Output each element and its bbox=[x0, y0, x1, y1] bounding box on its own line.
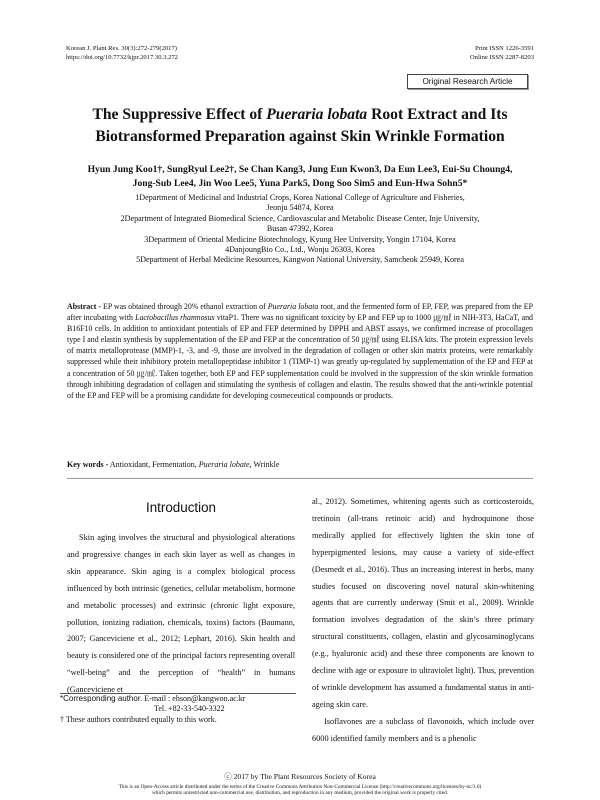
affiliation-line: 1Department of Medicinal and Industrial Crops, Korea National College of Agriculture and Fisheries, bbox=[135, 193, 465, 202]
title-species: Pueraria lobata bbox=[266, 106, 368, 123]
article-type-badge: Original Research Article bbox=[407, 74, 528, 89]
keywords-text: , Wrinkle bbox=[249, 460, 280, 469]
affiliation-line: 3Department of Oriental Medicine Biotechnology, Kyung Hee University, Yongin 17104, Korea bbox=[144, 234, 456, 244]
keywords-text: Antioxidant, Fermentation, bbox=[108, 460, 199, 469]
author-list bbox=[45, 163, 555, 190]
doi-link[interactable]: https://doi.org/10.7732/kjpr.2017.30.3.272 bbox=[66, 53, 178, 61]
affiliation-line: 5Department of Herbal Medicine Resources, Kangwon National University, Samcheok 25949, Korea bbox=[136, 255, 464, 265]
keywords bbox=[67, 459, 533, 470]
corresponding-email: E-mail : ehson@kangwon.ac.kr bbox=[142, 694, 246, 703]
abstract-text: EP was obtained through 20% ethanol extraction of bbox=[101, 302, 268, 311]
intro-paragraph: Skin aging involves the structural and physiological alterations and progressive changes in each skin layer as well as changes in skin appearance. Skin aging is a complex biological process influenced by both intrinsic (genetics, cellular metabolism, hormone and metabolic processes) and extrinsic (chronic light exposure, pollution, ionizing radiation, chemicals, toxins) factors (Baumann, 2007; Ganceviciene et al., 2012; Lephart, 2016). Skin health and beauty is considered one of the principal factors representing overall “well-being” and the perception of “health” in humans (Ganceviciene et bbox=[67, 533, 295, 695]
title-part: The Suppressive Effect of bbox=[92, 106, 267, 123]
intro-left-column bbox=[67, 530, 295, 699]
keywords-species: Pueraria lobate bbox=[198, 460, 250, 469]
abstract-label: Abstract - bbox=[67, 302, 101, 311]
intro-paragraph: al., 2012). Sometimes, whitening agents such as corticosteroids, tretinoin (all-trans retinoic acid) and hydroquinone those medically applied for effectively lighten the skin tone of hyperpigmented lesions, may cause a variety of side-effect (Desmedt et al., 2016). Thus an increasing interest in herbs, many studies focused on discovering novel natural skin-whitening agents that are currently underway (Smit et al., 2009). Wrinkle formation involves degradation of the skin’s three primary structural constituents, collagen, elastin and glycosaminoglycans (e.g., hyaluronic acid) and these three components are known to decline with age or exposure to ultraviolet light). Thus, prevention of wrinkle development has assumed a fundamental status in anti-ageing skin care. bbox=[312, 497, 534, 709]
affiliation-line: Busan 47392, Korea bbox=[266, 224, 334, 234]
authors-line-2: Jong-Sub Lee4, Jin Woo Lee5, Yuna Park5, Dong Soo Sim5 and Eun-Hwa Sohn5* bbox=[132, 177, 468, 189]
abstract-text: root, and the fermented form of EP, FEP, was prepared from the EP after incubating with bbox=[67, 302, 533, 323]
intro-right-column bbox=[312, 494, 534, 748]
abstract-text: vitaP1. There was no significant toxicity by EP and FEP up to 1000 ㎍/㎖ in NIH-3T3, HaCaT, and B16F10 cells. In addition to antioxidant potentials of EP and FEP determined by DPPH and ABST assays, we confirmed increase of procollagen type I and elastin synthesis by supplementation of the EP and FEP at the concentration of 50 ㎍/㎖ using ELISA kits. The protein expression levels of matrix metalloprotease (MMP)-1, -3, and -9, those are involved in the degradation of collagen or other skin matrix proteins, were remarkably suppressed while their inhibitory protein metallopeptidase inhibitor 1 (TIMP-1) was greatly up-regulated by supplementation of the EP and FEP at a concentration of 50 ㎍/㎖. Taken together, both EP and FEP supplementation could be involved in the suppression of the skin wrinkle formation through inhibiting degradation of collagen and stimulating the synthesis of collagen and elastin. The results showed that the anti-wrinkle potential of the EP and FEP will be a promising candidate for developing cosmeceutical compounds or products. bbox=[67, 313, 533, 400]
authors-line-1: Hyun Jung Koo1†, SungRyul Lee2†, Se Chan Kang3, Jung Eun Kwon3, Da Eun Lee3, Eui-Su Choung4, bbox=[87, 164, 513, 175]
affiliation-line: Jeonju 54874, Korea bbox=[266, 203, 334, 213]
introduction-heading: Introduction bbox=[146, 500, 216, 515]
footnote bbox=[60, 694, 300, 725]
keywords-label: Key words - bbox=[67, 460, 109, 469]
license-line: which permits unrestricted non-commercial use, distribution, and reproduction in any medium, provided the original work is properly cited. bbox=[151, 790, 449, 797]
abstract bbox=[67, 301, 533, 401]
corresponding-author-label: *Corresponding author. bbox=[60, 694, 143, 703]
print-issn: Print ISSN 1226-3591 bbox=[475, 45, 534, 52]
title-line-2: Biotransformed Preparation against Skin Wrinkle Formation bbox=[95, 128, 505, 145]
license-line: This is an Open-Access article distributed under the terms of the Creative Commons Attribution Non-Commercial License (http://creativecommons.org/licenses/by-nc/3.0) bbox=[118, 784, 482, 790]
copyright: ⓒ 2017 by The Plant Resources Society of Korea bbox=[224, 772, 376, 781]
affiliations bbox=[50, 193, 550, 266]
section-divider bbox=[67, 478, 533, 479]
abstract-species: Lactobacillus rhamnosus bbox=[135, 313, 215, 323]
abstract-species: Pueraria lobata bbox=[267, 302, 319, 311]
corresponding-phone: Tel. +82-33-540-3322 bbox=[154, 704, 225, 714]
article-title bbox=[50, 104, 550, 148]
intro-paragraph: Isoflavones are a subclass of flavonoids, which include over 6000 identified family members and is a phenolic bbox=[312, 716, 534, 743]
journal-reference: Korean J. Plant Res. 30(3):272-279(2017) bbox=[66, 45, 177, 52]
affiliation-line: 2Department of Integrated Biomedical Science, Cardiovascular and Metabolic Disease Center, Inje University, bbox=[120, 213, 480, 223]
issn-block bbox=[400, 45, 534, 62]
online-issn: Online ISSN 2287-8203 bbox=[469, 53, 534, 61]
journal-citation bbox=[66, 45, 178, 62]
affiliation-line: 4DanjoungBio Co., Ltd., Wonju 26303, Korea bbox=[225, 245, 375, 255]
license-notice bbox=[40, 784, 560, 797]
equal-contribution-note: † These authors contributed equally to this work. bbox=[60, 714, 217, 724]
title-part: Root Extract and Its bbox=[367, 106, 508, 123]
